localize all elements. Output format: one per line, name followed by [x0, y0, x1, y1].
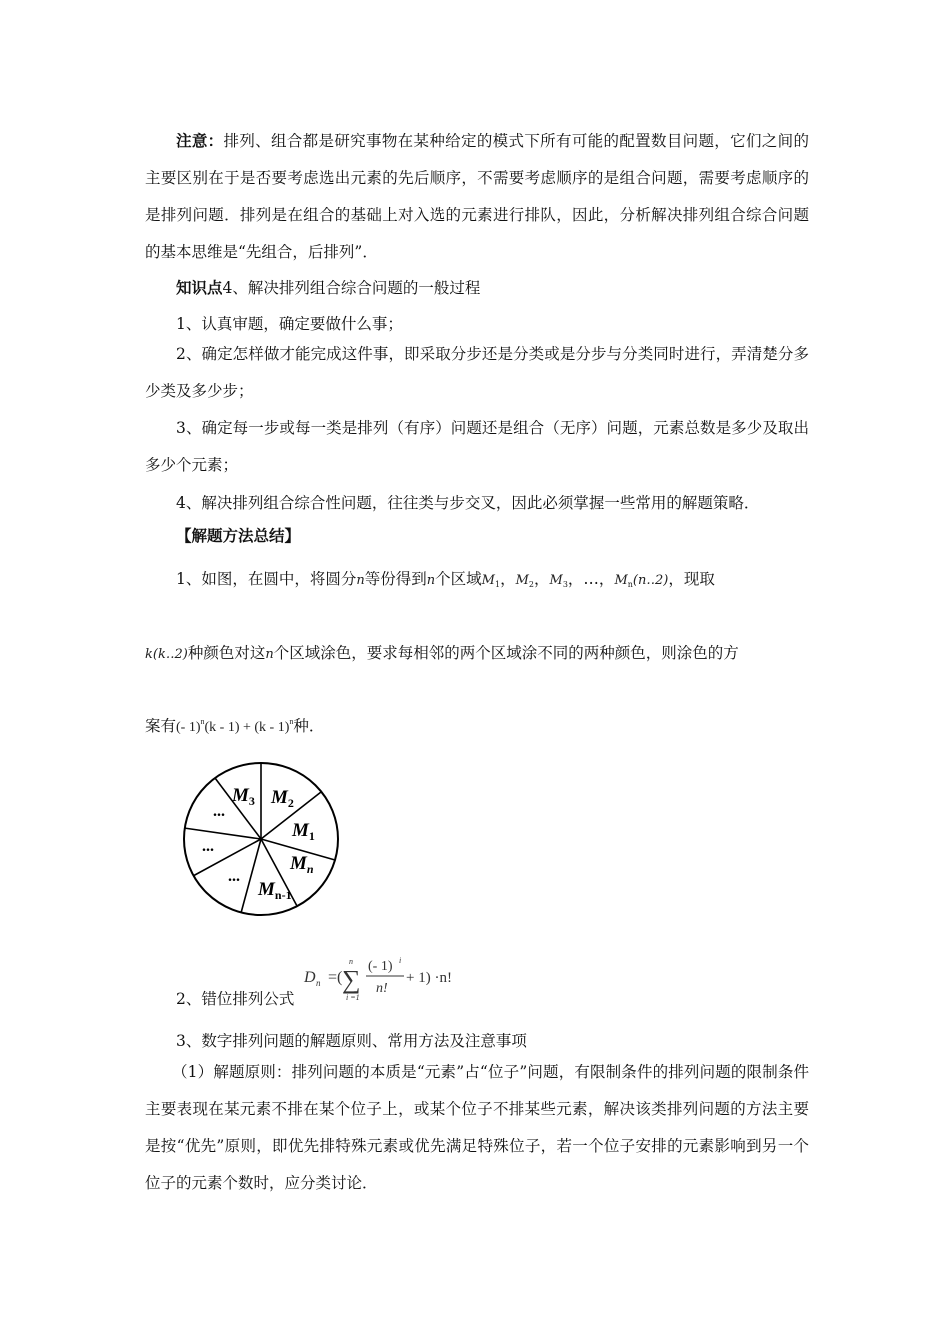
item1-mid2: 个区域 [435, 570, 482, 588]
item1-m2: $M_2$ [515, 573, 534, 589]
formula-sigma: ∑ [342, 965, 361, 994]
formula-num-sup: i [399, 956, 402, 965]
item1-line2-rest: 个区域涂色，要求每相邻的两个区域涂不同的两种颜色，则涂色的方 [273, 644, 739, 662]
formula-eq: =( [328, 969, 343, 986]
region-dots-1: ... [213, 803, 225, 820]
item1-line1: 1、如图，在圆中，将圆分n等份得到n个区域$M_1$，$M_2$，$M_3$，…，$M_n(n‥2)$，现取 [176, 570, 715, 589]
item2-label: 2、错位排列公式 [176, 990, 295, 1008]
item1-line3 [145, 714, 324, 736]
step-1: 1、认真审题，确定要做什么事； [176, 315, 403, 333]
kp4-number: 4 [222, 279, 233, 297]
item1-m3: $M_3$ [549, 573, 568, 589]
formula-tail: + 1) ·n! [406, 970, 452, 986]
note-label: 注意： [176, 131, 224, 150]
item1-n3: n [265, 647, 274, 662]
item1-m1: $M_1$ [481, 573, 501, 589]
summary-heading-text: 【解题方法总结】 [176, 526, 301, 545]
coloring-formula: (- 1)$^n$(k - 1) + (k - 1)$^n$ [176, 717, 294, 735]
region-dots-3: ... [228, 868, 240, 885]
item1-n2: n [426, 573, 436, 588]
region-label-m3: $M_3$ [232, 785, 255, 808]
item1-mid1: 等份得到 [364, 570, 427, 588]
summary-heading [176, 524, 300, 546]
step-2: 2、确定怎样做才能完成这件事，即采取分步还是分类或是分步与分类同时进行，弄清楚分多少类及多少步； [145, 345, 809, 400]
formula-num: (- 1) [368, 959, 393, 974]
formula-d-sub: n [316, 978, 321, 988]
region-label-mn-1: $M_{n-1}$ [258, 879, 292, 902]
item1-line2 [145, 641, 739, 663]
item1-k-expr: k(k‥2) [145, 647, 188, 662]
item3: 3、数字排列问题的解题原则、常用方法及注意事项 [176, 1032, 527, 1050]
principle-paragraph: （1）解题原则：排列问题的本质是“元素”占“位子”问题，有限制条件的排列问题的限制条件主要表现在某元素不排在某个位子上，或某个位子不排某些元素，解决该类排列问题的方法主要是按“优先”原则，即优先排特殊元素或优先满足特殊位子，若一个位子安排的元素影响到另一个位子的元素个数时，应分类讨论． [145, 1063, 809, 1192]
step-4: 4、解决排列组合综合性问题，往往类与步交叉，因此必须掌握一些常用的解题策略． [176, 494, 760, 512]
item1-dots: … [583, 570, 599, 588]
region-label-m2: $M_2$ [271, 787, 294, 810]
circle-region-diagram [176, 756, 346, 922]
item1-line3-suffix: 种． [293, 717, 325, 735]
region-label-m1: $M_1$ [292, 820, 315, 843]
note-text: 排列、组合都是研究事物在某种给定的模式下所有可能的配置数目问题，它们之间的主要区别在于是否要考虑选出元素的先后顺序，不需要考虑顺序的是组合问题，需要考虑顺序的是排列问题．排列是在组合的基础上对入选的元素进行排队，因此，分析解决排列组合综合问题的基本思维是“先组合，后排列”． [145, 132, 809, 261]
item1-end1: ，现取 [668, 570, 715, 588]
derangement-formula [302, 952, 472, 1004]
note-paragraph [145, 122, 809, 271]
item1-line3-prefix: 案有 [145, 717, 177, 735]
item1-line2-text: 种颜色对这 [187, 644, 266, 662]
formula-den: n! [376, 981, 388, 996]
item1-mn: $M_n(n‥2)$ [614, 573, 669, 589]
item1-n1: n [356, 573, 365, 588]
region-label-mn: $M_n$ [290, 853, 314, 876]
formula-d: D [304, 969, 316, 986]
formula-sum-top: n [349, 957, 353, 966]
kp4-title: 、解决排列组合综合问题的一般过程 [232, 279, 481, 297]
kp4-label: 知识点 [176, 278, 223, 297]
step-3: 3、确定每一步或每一类是排列（有序）问题还是组合（无序）问题，元素总数是多少及取出多少个元素； [145, 419, 809, 474]
formula-sum-bottom: i =1 [346, 993, 360, 1002]
kp4-heading [176, 276, 480, 298]
region-dots-2: ... [202, 838, 214, 855]
item1-prefix: 1、如图，在圆中，将圆分 [176, 570, 357, 588]
